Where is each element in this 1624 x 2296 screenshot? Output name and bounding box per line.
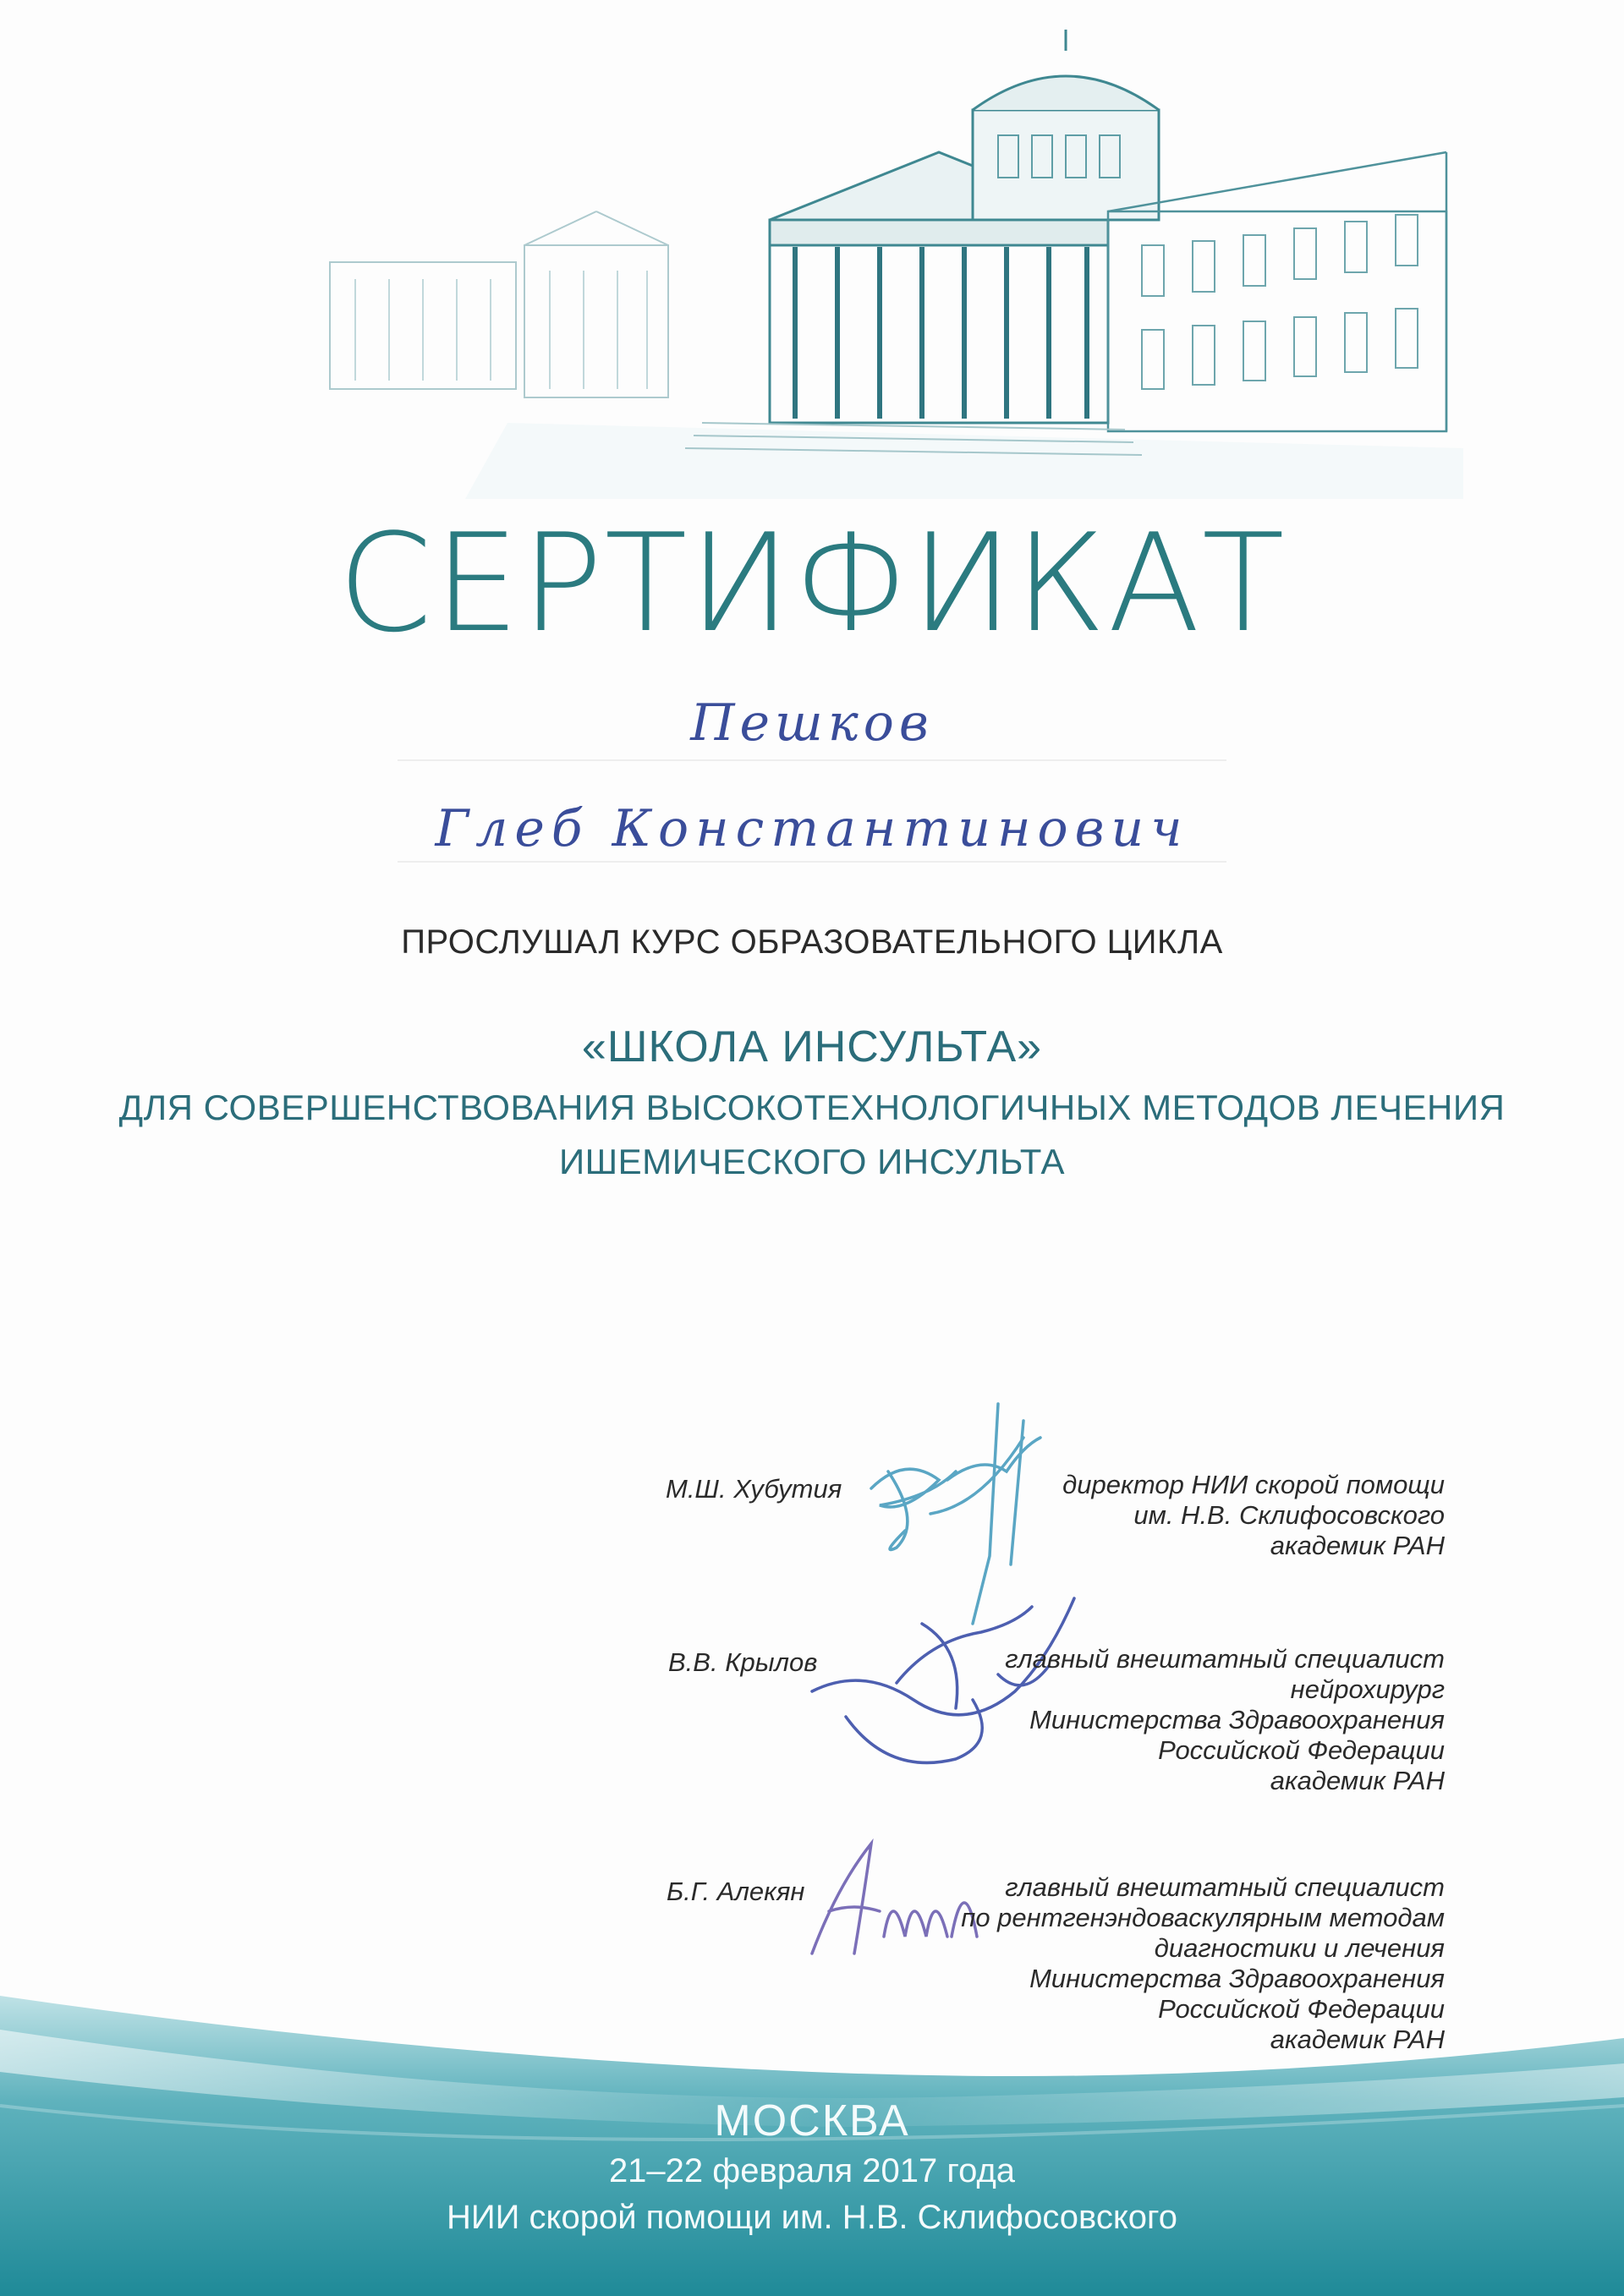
title-line: по рентгенэндоваскулярным методам xyxy=(961,1903,1445,1932)
title-line: Российской Федерации xyxy=(1158,1735,1445,1765)
title-line: нейрохирург xyxy=(1290,1674,1445,1704)
title-line: Министерства Здравоохранения xyxy=(1029,1964,1445,1993)
signatory-title xyxy=(802,1470,1445,1561)
recipient-given-names: Глеб Константинович xyxy=(435,799,1189,858)
footer-institute: НИИ скорой помощи им. Н.В. Склифосовского xyxy=(447,2199,1177,2236)
signatory-title xyxy=(802,1644,1445,1796)
title-line: диагностики и лечения xyxy=(1154,1933,1445,1963)
footer-dates: 21–22 февраля 2017 года xyxy=(608,2152,1016,2189)
name-underline xyxy=(398,759,1226,761)
title-line: академик РАН xyxy=(1270,2025,1445,2054)
course-intro: ПРОСЛУШАЛ КУРС ОБРАЗОВАТЕЛЬНОГО ЦИКЛА xyxy=(401,923,1223,961)
purpose-line: ИШЕМИЧЕСКОГО ИНСУЛЬТА xyxy=(558,1142,1066,1181)
title-line: директор НИИ скорой помощи xyxy=(1062,1470,1445,1499)
title-line: главный внештатный специалист xyxy=(1005,1872,1445,1902)
signatory-name: Б.Г. Алекян xyxy=(667,1877,805,1906)
name-underline xyxy=(398,861,1226,863)
certificate-title: СЕРТИФИКАТ xyxy=(337,504,1287,662)
title-line: Российской Федерации xyxy=(1158,1994,1445,2024)
title-line: академик РАН xyxy=(1270,1766,1445,1795)
title-line: академик РАН xyxy=(1270,1531,1445,1560)
signatory-name: М.Ш. Хубутия xyxy=(666,1474,842,1504)
title-line: им. Н.В. Склифосовского xyxy=(1133,1500,1445,1530)
signatory-name: В.В. Крылов xyxy=(668,1647,818,1677)
building-illustration xyxy=(296,25,1480,499)
title-line: главный внештатный специалист xyxy=(1005,1644,1445,1674)
school-name: «ШКОЛА ИНСУЛЬТА» xyxy=(581,1022,1043,1071)
footer-city: МОСКВА xyxy=(714,2096,910,2145)
course-purpose xyxy=(0,1081,1624,1189)
purpose-line: ДЛЯ СОВЕРШЕНСТВОВАНИЯ ВЫСОКОТЕХНОЛОГИЧНЫХ МЕТОДОВ ЛЕЧЕНИЯ xyxy=(118,1088,1506,1127)
title-line: Министерства Здравоохранения xyxy=(1029,1705,1445,1734)
recipient-surname: Пешков xyxy=(690,693,934,753)
